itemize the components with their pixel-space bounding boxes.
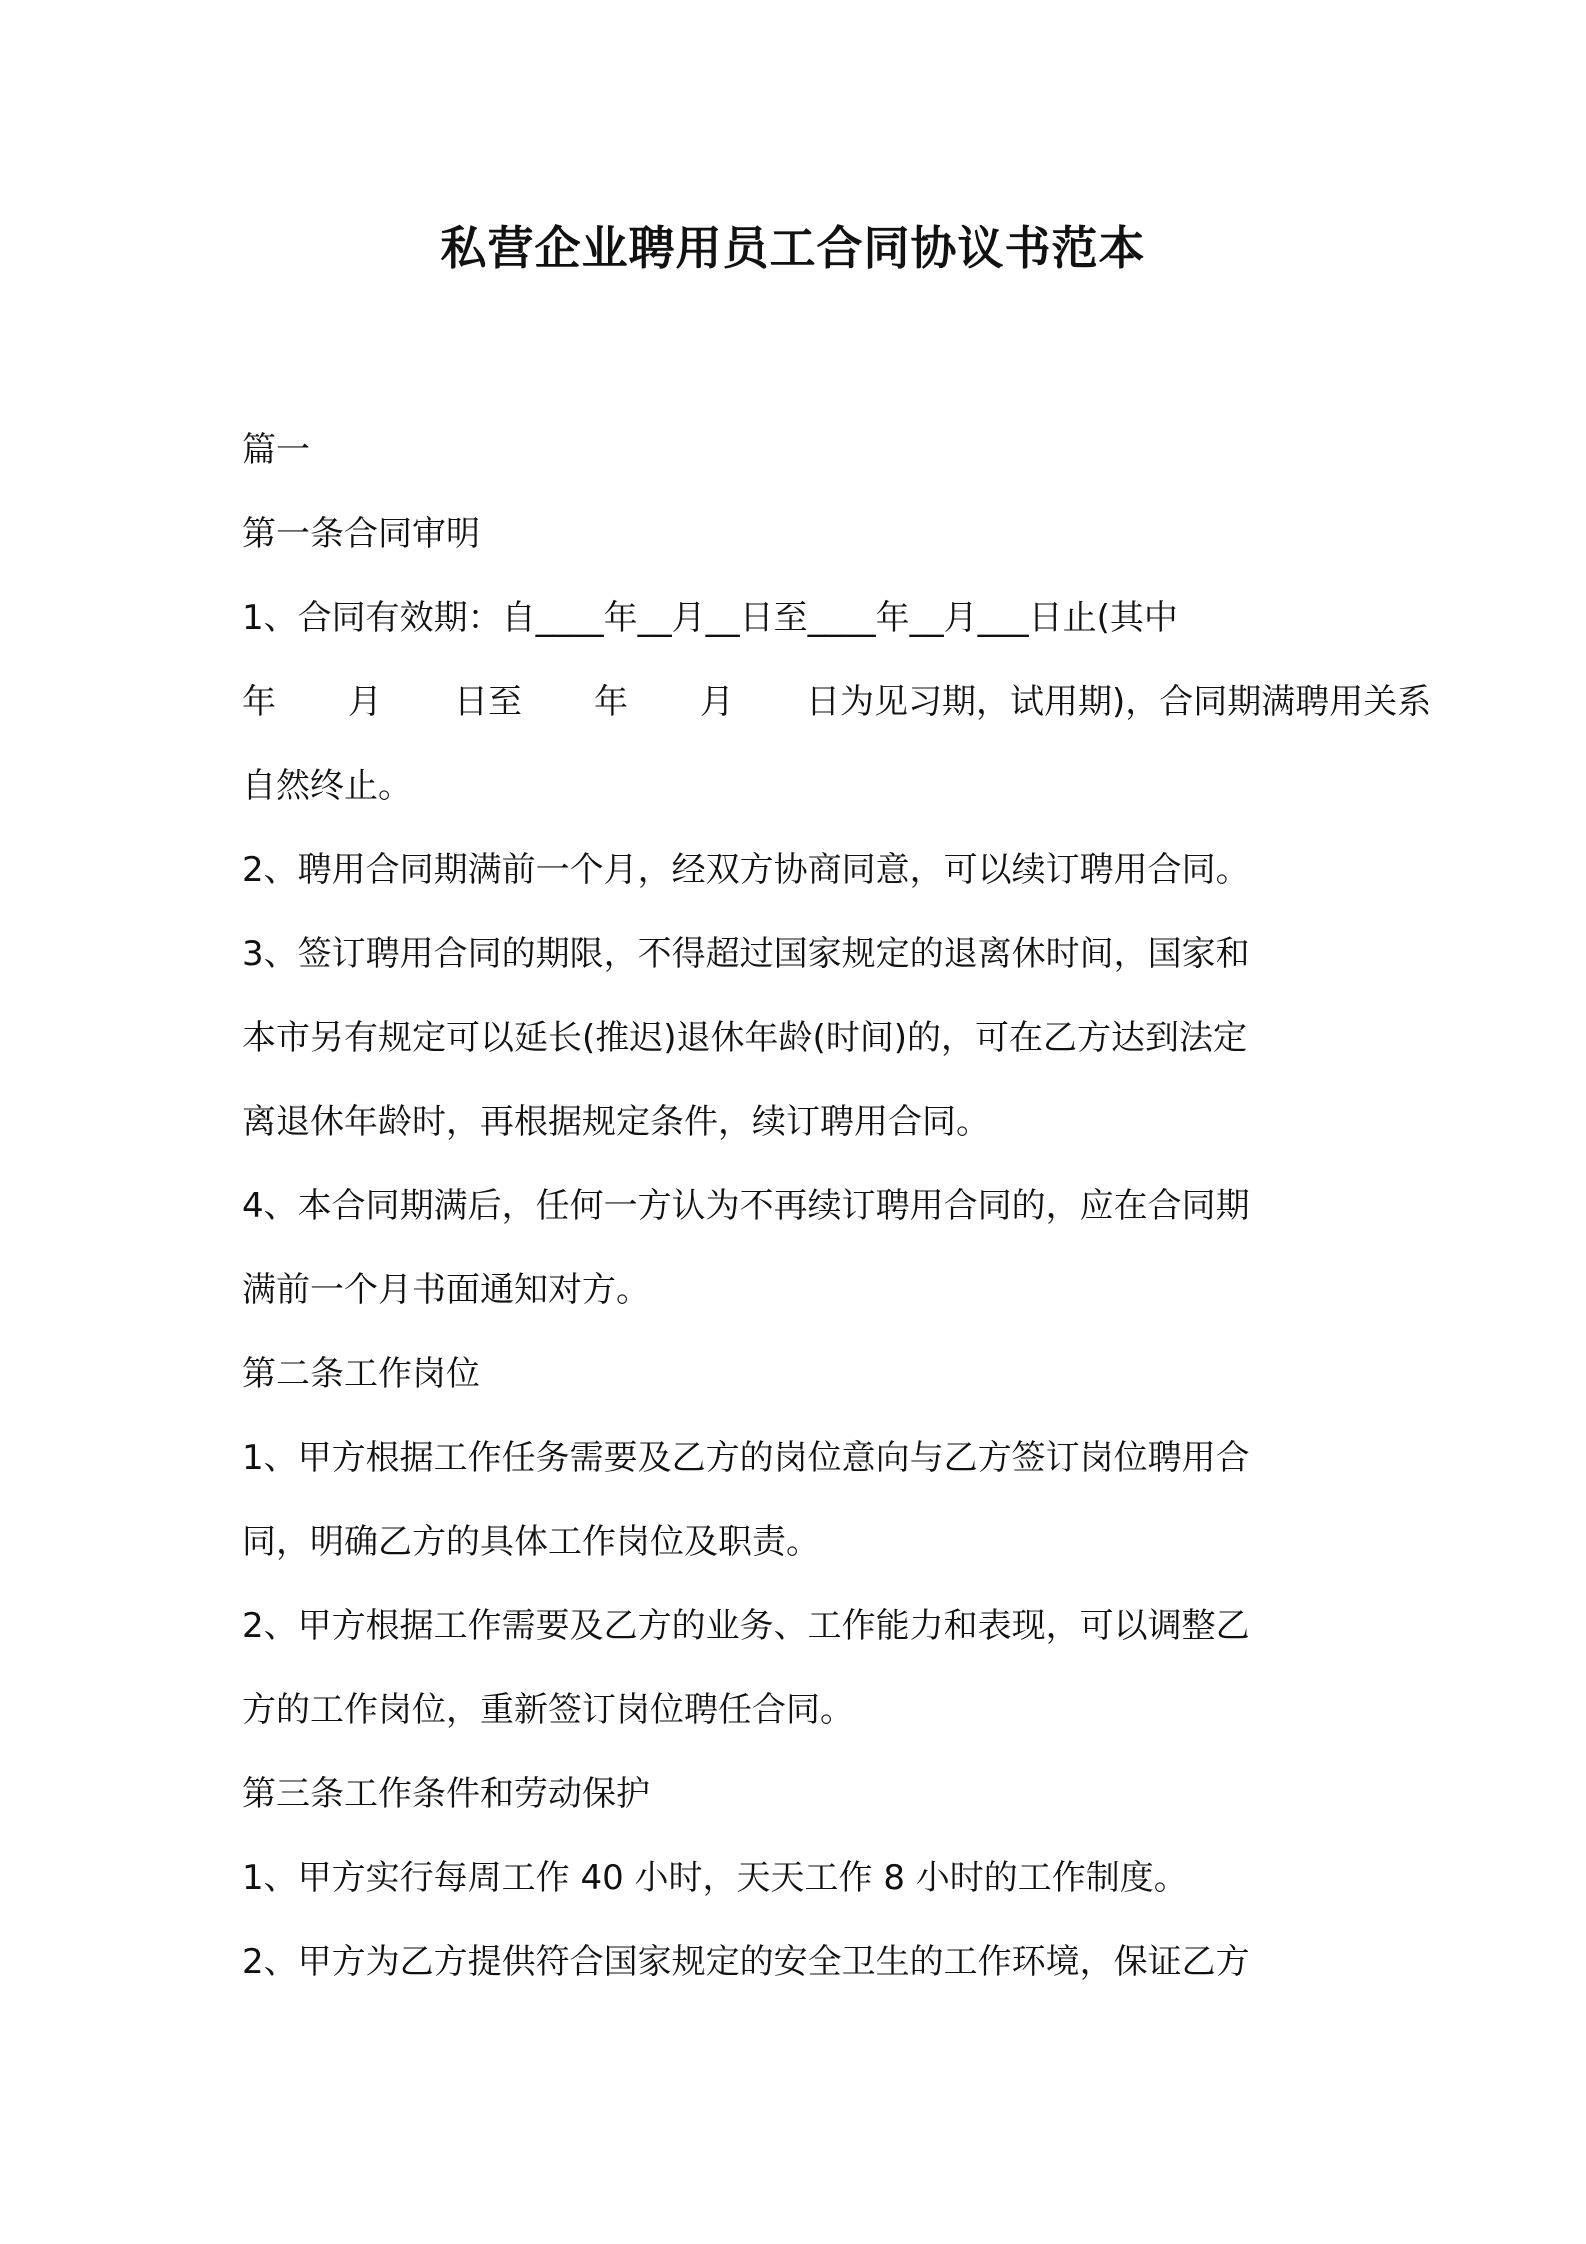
paragraph-line: 方的工作岗位，重新签订岗位聘任合同。 [242, 1690, 854, 1730]
paragraph-text: 日为见习期，试用期)，合同期满聘用关系 [806, 682, 1432, 722]
day-label: 日至 [454, 682, 522, 722]
paragraph-line: 2、甲方为乙方提供符合国家规定的安全卫生的工作环境，保证乙方 [242, 1942, 1250, 1982]
section-heading: 篇一 [242, 430, 310, 470]
paragraph-line: 1、甲方根据工作任务需要及乙方的岗位意向与乙方签订岗位聘用合 [242, 1438, 1250, 1478]
paragraph-line [242, 660, 1432, 744]
paragraph-line: 2、甲方根据工作需要及乙方的业务、工作能力和表现，可以调整乙 [242, 1606, 1250, 1646]
article-heading: 第二条工作岗位 [242, 1354, 480, 1394]
document-title: 私营企业聘用员工合同协议书范本 [440, 221, 1146, 275]
paragraph-line: 本市另有规定可以延长(推迟)退休年龄(时间)的，可在乙方达到法定 [242, 1018, 1248, 1058]
article-heading: 第一条合同审明 [242, 514, 480, 554]
month-label: 月 [348, 682, 382, 722]
paragraph-line: 自然终止。 [242, 766, 412, 806]
paragraph-line: 4、本合同期满后，任何一方认为不再续订聘用合同的，应在合同期 [242, 1186, 1250, 1226]
paragraph-line: 3、签订聘用合同的期限，不得超过国家规定的退离休时间，国家和 [242, 934, 1250, 974]
paragraph-line: 离退休年龄时，再根据规定条件，续订聘用合同。 [242, 1102, 990, 1142]
year-label: 年 [242, 682, 276, 722]
article-heading: 第三条工作条件和劳动保护 [242, 1774, 650, 1814]
year-label: 年 [594, 682, 628, 722]
month-label: 月 [700, 682, 734, 722]
document-body [242, 408, 1432, 2004]
paragraph-line: 同，明确乙方的具体工作岗位及职责。 [242, 1522, 820, 1562]
paragraph-line: 满前一个月书面通知对方。 [242, 1270, 650, 1310]
paragraph-line: 1、合同有效期：自____年__月__日至____年__月___日止(其中 [242, 598, 1178, 638]
paragraph-line: 2、聘用合同期满前一个月，经双方协商同意，可以续订聘用合同。 [242, 850, 1250, 890]
paragraph-line: 1、甲方实行每周工作 40 小时，天天工作 8 小时的工作制度。 [242, 1858, 1188, 1898]
